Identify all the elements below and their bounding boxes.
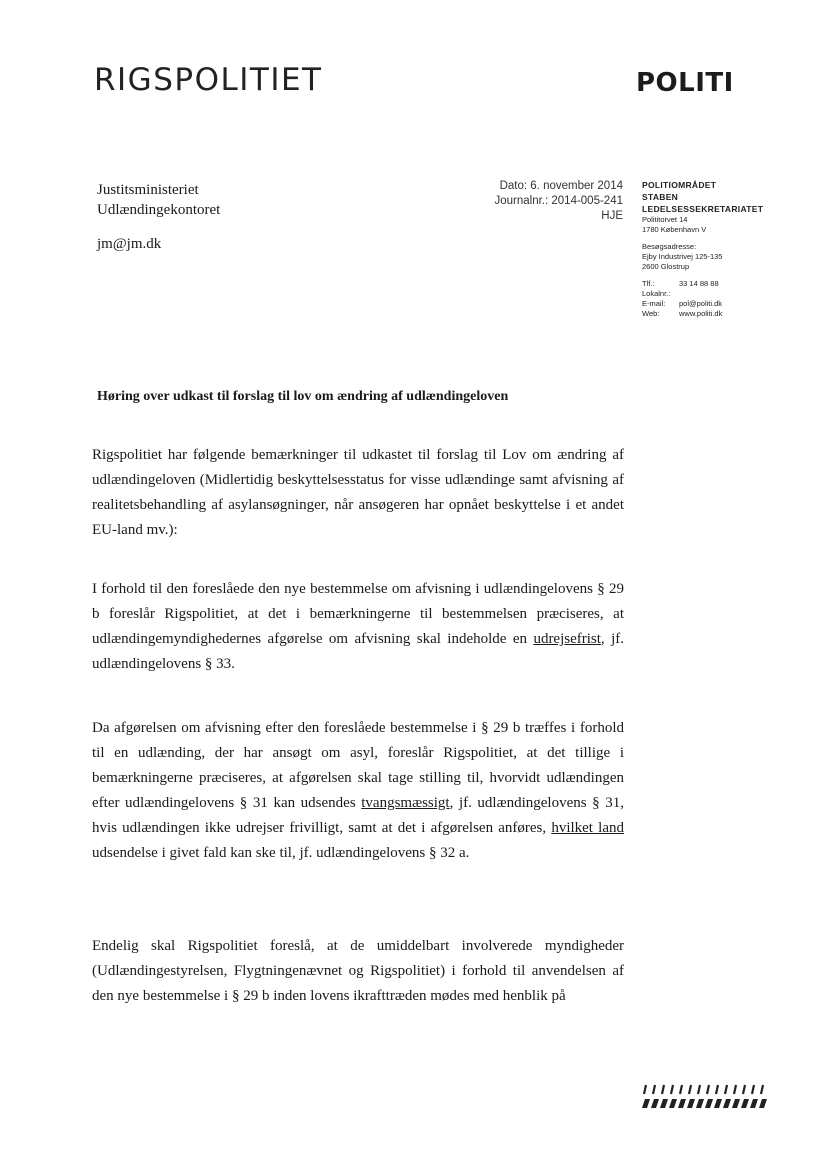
paragraph-1: Rigspolitiet har følgende bemærkninger til udkastet til forslag til Lov om ændring af udlændingeloven (Midlertidig beskyttelsesstatus for visse udlændinge samt afvisning af realitetsbehandling af asylansøgninger, når ansøgeren har opnået beskyttelse i et andet EU-land mv.):	[92, 447, 624, 538]
date-block	[494, 179, 623, 224]
email-value: pol@politi.dk	[679, 299, 723, 308]
brand-title: RIGSPOLITIET	[94, 62, 323, 98]
letter-subject: Høring over udkast til forslag til lov om ændring af udlændingeloven	[97, 389, 509, 404]
paragraph-3	[92, 716, 624, 866]
sender-unit: STABEN	[642, 192, 679, 202]
paragraph-2	[92, 577, 624, 677]
email-label: E-mail:	[642, 299, 666, 308]
visit-label: Besøgsadresse:	[642, 242, 697, 251]
politi-logo: POLITI	[636, 68, 734, 98]
recipient-email: jm@jm.dk	[97, 236, 162, 252]
sender-office: LEDELSESSEKRETARIATET	[642, 204, 764, 214]
visit-street: Ejby Industrivej 125-135	[642, 252, 723, 261]
paragraph-3-middle: , jf. udlændingelovens § 31, hvis udlændingen ikke udrejser frivilligt, samt at det i afgørelsen anføres,	[92, 795, 624, 836]
recipient-name: Justitsministeriet	[97, 182, 199, 198]
paragraph-3-underlined-1: tvangsmæssigt	[361, 795, 450, 811]
paragraph-2-tail: , jf. udlændingelovens § 33.	[92, 631, 624, 672]
paragraph-2-underlined: udrejsefrist	[533, 631, 601, 647]
sender-street: Polititorvet 14	[642, 215, 688, 224]
paragraph-3-tail: udsendelse i givet fald kan ske til, jf. udlændingelovens § 32 a.	[92, 845, 470, 861]
local-label: Lokalnr.:	[642, 289, 671, 298]
letter-date: Dato: 6. november 2014	[499, 180, 623, 192]
email-row	[642, 299, 822, 309]
web-value: www.politi.dk	[679, 309, 723, 318]
paragraph-3-underlined-2: hvilket land	[551, 820, 624, 836]
phone-label: Tlf.:	[642, 279, 655, 288]
local-row	[642, 289, 822, 299]
paragraph-3-text: Da afgørelsen om afvisning efter den foreslåede bestemmelse i § 29 b træffes i forhold til en udlænding, der har ansøgt om asyl, foreslår Rigspolitiet, at det tillige i bemærkningerne præciseres, at afgørelsen skal tage stilling til, hvorvidt udlændingen efter udlændingelovens § 31 kan udsendes	[92, 720, 624, 811]
initials: HJE	[601, 210, 623, 222]
recipient-block	[97, 180, 220, 254]
paragraph-2-text: I forhold til den foreslåede den nye bestemmelse om afvisning i udlændingelovens § 29 b foreslår Rigspolitiet, at det i bemærkningerne til bestemmelsen præciseres, at udlændingemyndighedernes afgørelse om afvisning skal indeholde en	[92, 581, 624, 647]
sender-city: 1780 København V	[642, 225, 707, 234]
journal-number: Journalnr.: 2014-005-241	[494, 195, 623, 207]
web-row	[642, 309, 822, 319]
visit-city: 2600 Glostrup	[642, 262, 690, 271]
footer-stripes-logo	[640, 1082, 772, 1112]
web-label: Web:	[642, 309, 660, 318]
sender-block	[642, 179, 822, 319]
sender-dept: POLITIOMRÅDET	[642, 180, 717, 190]
paragraph-4: Endelig skal Rigspolitiet foreslå, at de umiddelbart involverede myndigheder (Udlændingestyrelsen, Flygtningenævnet og Rigspolitiet) i forhold til anvendelsen af den nye bestemmelse i § 29 b inden lovens ikrafttræden mødes med henblik på	[92, 938, 624, 1004]
phone-row	[642, 279, 822, 289]
recipient-office: Udlændingekontoret	[97, 202, 221, 218]
phone-value: 33 14 88 88	[679, 279, 719, 288]
